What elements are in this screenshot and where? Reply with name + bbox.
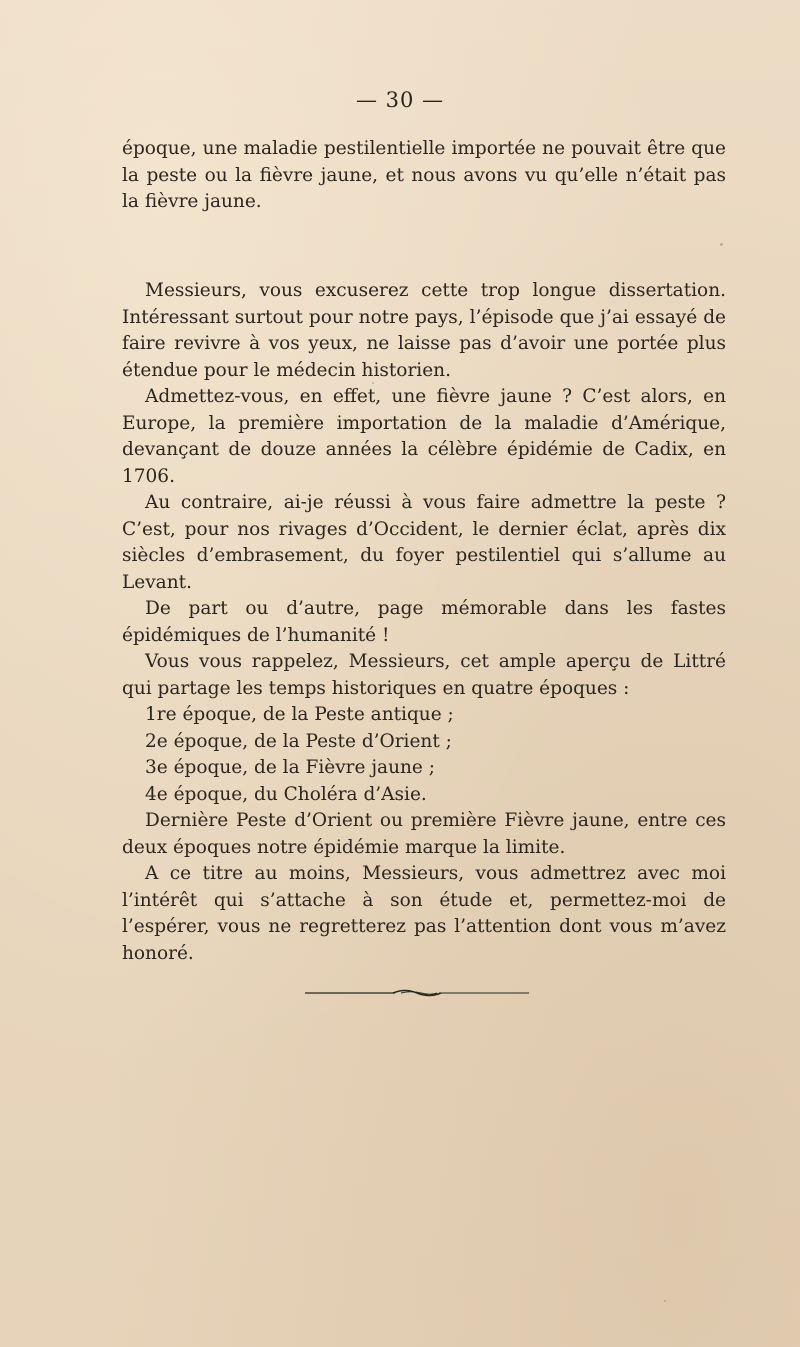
paragraph-1: Messieurs, vous excuserez cette trop longue dissertation. Intéressant surtout pour notre pays, l’épisode que j’ai essayé de faire revivre à vos yeux, ne laisse pas d’avoir une portée plus étendue pour le médecin historien. [122,280,726,381]
page-number: — 30 — [355,88,445,112]
list-item-epoch-1: 1re époque, de la Peste antique ; [145,704,454,725]
paragraph-7: A ce titre au moins, Messieurs, vous admettrez avec moi l’intérêt qui s’attache à son étude et, permettez-moi de l’espérer, vous ne regretterez pas l’attention dont vous m’avez honoré. [122,863,726,964]
paper-speck [664,1300,666,1302]
paragraph-2: Admettez-vous, en effet, une fièvre jaune ? C’est alors, en Europe, la première importation de la maladie d’Amérique, devançant de douze années la célèbre épidémie de Cadix, en 1706. [122,386,726,487]
text-block-conclusion [122,278,726,967]
paper-speck [720,243,723,246]
text-block-continuation [122,136,726,216]
paragraph-4: De part ou d’autre, page mémorable dans les fastes épidémiques de l’humanité ! [122,598,726,646]
paragraph-5: Vous vous rappelez, Messieurs, cet ample aperçu de Littré qui partage les temps historiques en quatre époques : [122,651,726,699]
paragraph-3: Au contraire, ai-je réussi à vous faire admettre la peste ? C’est, pour nos rivages d’Occident, le dernier éclat, après dix siècles d’embrasement, du foyer pestilentiel qui s’allume au Levant. [122,492,726,593]
paper-speck [372,382,374,384]
tailpiece-ornament-icon [305,987,529,999]
paragraph-6: Dernière Peste d’Orient ou première Fièvre jaune, entre ces deux époques notre épidémie marque la limite. [122,810,726,858]
list-item-epoch-2: 2e époque, de la Peste d’Orient ; [145,730,452,752]
paragraph-continuation: époque, une maladie pestilentielle importée ne pouvait être que la peste ou la fièvre jaune, et nous avons vu qu’elle n’était pas la fièvre jaune. [122,138,726,212]
list-item-epoch-3: 3e époque, de la Fièvre jaune ; [145,757,435,778]
list-item-epoch-4: 4e époque, du Choléra d’Asie. [145,783,427,805]
